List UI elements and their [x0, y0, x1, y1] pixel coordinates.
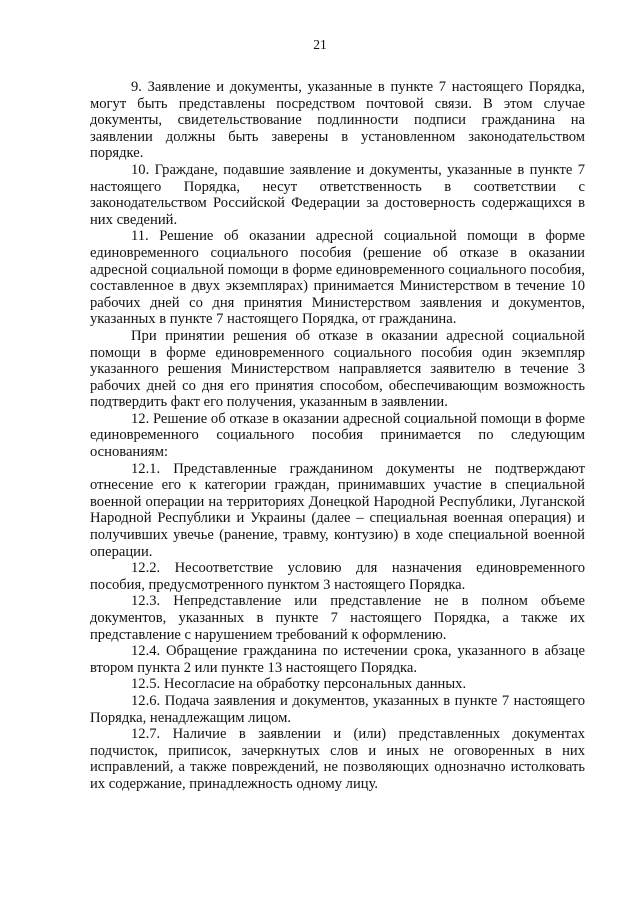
- paragraph-12-4: 12.4. Обращение гражданина по истечении срока, указанного в абзаце втором пункта 2 или пункте 13 настоящего Порядка.: [90, 643, 585, 676]
- paragraph-12-2: 12.2. Несоответствие условию для назначения единовременного пособия, предусмотренного пунктом 3 настоящего Порядка.: [90, 560, 585, 593]
- paragraph-10: 10. Граждане, подавшие заявление и документы, указанные в пункте 7 настоящего Порядка, несут ответственность в соответствии с законодательством Российской Федерации за достоверность содержащихся в них сведений.: [90, 161, 585, 228]
- paragraph-9: 9. Заявление и документы, указанные в пункте 7 настоящего Порядка, могут быть представлены посредством почтовой связи. В этом случае документы, свидетельствование подлинности подписи гражданина на заявлении должны быть заверены в установленном законодательством порядке.: [90, 79, 585, 162]
- paragraph-12-1: 12.1. Представленные гражданином документы не подтверждают отнесение его к категории граждан, принимавших участие в специальной военной операции на территориях Донецкой Народной Республики, Луганской Народной Республики и Украины (далее – специальная военная операция) и получивших увечье (ранение, травму, контузию) в ходе специальной военной операции.: [90, 460, 585, 560]
- paragraph-11: 11. Решение об оказании адресной социальной помощи в форме единовременного социального пособия (решение об отказе в оказании адресной социальной помощи в форме единовременного социального пособия, составленное в двух экземплярах) принимается Министерством в течение 10 рабочих дней со дня принятия Министерством заявления и документов, указанных в пункте 7 настоящего Порядка, от гражданина.: [90, 228, 585, 328]
- page-number: 21: [313, 37, 327, 52]
- paragraph-12-3: 12.3. Непредставление или представление не в полном объеме документов, указанных в пункте 7 настоящего Порядка, а также их представление с нарушением требований к оформлению.: [90, 593, 585, 643]
- document-body: [90, 79, 585, 793]
- paragraph-12-7: 12.7. Наличие в заявлении и (или) представленных документах подчисток, приписок, зачеркнутых слов и иных не оговоренных в них исправлений, а также повреждений, не позволяющих однозначно истолковать их содержание, принадлежность одному лицу.: [90, 726, 585, 792]
- paragraph-12: 12. Решение об отказе в оказании адресной социальной помощи в форме единовременного социального пособия принимается по следующим основаниям:: [90, 410, 585, 461]
- paragraph-12-5: 12.5. Несогласие на обработку персональных данных.: [131, 676, 467, 693]
- paragraph-12-6: 12.6. Подача заявления и документов, указанных в пункте 7 настоящего Порядка, ненадлежащим лицом.: [90, 692, 585, 726]
- paragraph-11-continuation: При принятии решения об отказе в оказании адресной социальной помощи в форме единовременного социального пособия один экземпляр указанного решения Министерством направляется заявителю в течение 3 рабочих дней со дня его принятия способом, обеспечивающим возможность подтвердить факт его получения, указанным в заявлении.: [90, 327, 585, 411]
